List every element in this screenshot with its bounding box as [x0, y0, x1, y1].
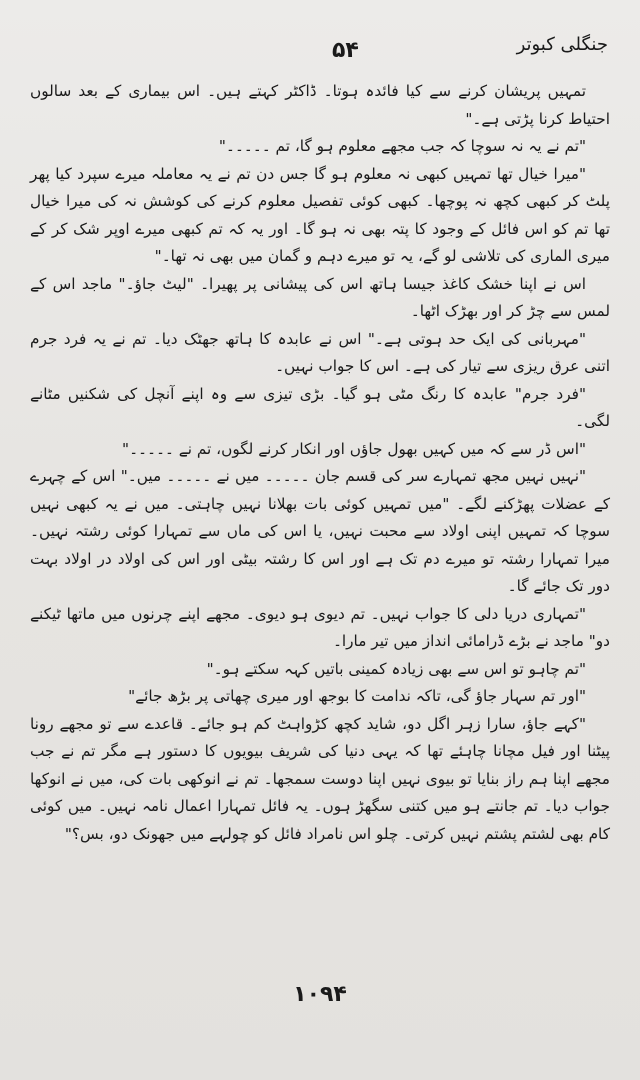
paragraph: "میرا خیال تھا تمہیں کبھی نہ معلوم ہو گا جس دن تم نے یہ معاملہ میرے سپرد کیا پھر پلٹ کر کبھی کچھ نہ پوچھا۔ کبھی کوئی تفصیل معلوم کرنے کی کوشش نہ کی میرا خیال تھا تم کو اس فائل کے وجود کا پتہ بھی نہ ہو گا۔ اور یہ کہ تم کبھی میرے اوپر شک کر کے میری الماری کی تلاشی لو گے، یہ تو میرے دہم و گمان میں بھی نہ تھا۔" — [30, 164, 610, 265]
paragraph: "نہیں نہیں مجھ تمہارے سر کی قسم جان ۔۔۔۔۔ میں نے ۔۔۔۔۔ میں۔" اس کے چہرے کے عضلات پھڑکنے لگے۔ "میں تمہیں کوئی بات بھلانا نہیں چاہتی۔ میں نے یہ کبھی نہیں سوچا کہ تمہیں اپنی اولاد سے محبت نہیں، یا اس کی ماں سے تمہارا کوئی رشتہ نہیں۔ میرا تمہارا رشتہ تو میرے دم تک ہے اور اس کا رشتہ بیٹی اور اس کی اولاد در اولاد بہت دور تک جائے گا۔ — [30, 467, 610, 595]
paragraph: "اور تم سہار جاؤ گی، تاکہ ندامت کا بوجھ اور میری چھاتی پر بڑھ جائے" — [128, 687, 586, 705]
paragraph: "تم نے یہ نہ سوچا کہ جب مجھے معلوم ہو گا، تم ۔۔۔۔۔" — [218, 137, 586, 155]
paragraph: "مہربانی کی ایک حد ہوتی ہے۔" اس نے عابدہ کا ہاتھ جھٹک دیا۔ تم نے یہ فرد جرم اتنی عرق ریزی سے تیار کی ہے۔ اس کا جواب نہیں۔ — [30, 329, 610, 375]
paragraph: اس نے اپنا خشک کاغذ جیسا ہاتھ اس کی پیشانی پر پھیرا۔ "لیٹ جاؤ۔" ماجد اس کے لمس سے چڑ کر اور بھڑک اٹھا۔ — [30, 274, 610, 320]
paragraph: تمہیں پریشان کرنے سے کیا فائدہ ہوتا۔ ڈاکٹر کہتے ہیں۔ اس بیماری کے بعد سالوں احتیاط کرنا پڑتی ہے۔" — [30, 82, 610, 128]
page-number-top: ۵۴ — [332, 38, 359, 63]
page-number-bottom: ۱۰۹۴ — [293, 982, 347, 1007]
paragraph: "تمہاری دریا دلی کا جواب نہیں۔ تم دیوی ہو دیوی۔ مجھے اپنے چرنوں میں ماتھا ٹیکنے دو" ماجد نے بڑے ڈرامائی انداز میں تیر مارا۔ — [30, 604, 610, 650]
paragraph: "فرد جرم" عابدہ کا رنگ مٹی ہو گیا۔ بڑی تیزی سے وہ اپنے آنچل کی شکنیں مٹانے لگی۔ — [30, 384, 610, 430]
page-body — [26, 78, 614, 848]
page-header — [26, 34, 614, 70]
running-title: جنگلی کبوتر — [516, 34, 608, 55]
paragraph: "کہے جاؤ، سارا زہر اگل دو، شاید کچھ کڑواہٹ کم ہو جائے۔ قاعدے سے تو مجھے رونا پیٹنا اور فیل مچانا چاہئے تھا کہ یہی دنیا کی شریف بیویوں کا دستور ہے مگر تم نے جب مجھے اپنا ہم راز بنایا تو بیوی نہیں اپنا دوست سمجھا۔ تم نے انوکھی بات کی، میں نے انوکھا جواب دیا۔ تم جانتے ہو میں کتنی سگھڑ ہوں۔ یہ فائل تمہارا اعمال نامہ نہیں۔ میں کوئی کام بھی لشتم پشتم نہیں کرتی۔ چلو اس نامراد فائل کو چولہے میں جھونک دو، بس؟" — [30, 714, 610, 843]
paragraph: "اس ڈر سے کہ میں کہیں بھول جاؤں اور انکار کرنے لگوں، تم نے ۔۔۔۔۔" — [122, 439, 586, 458]
paragraph: "تم چاہو تو اس سے بھی زیادہ کمینی باتیں کہہ سکتے ہو۔" — [206, 659, 586, 678]
